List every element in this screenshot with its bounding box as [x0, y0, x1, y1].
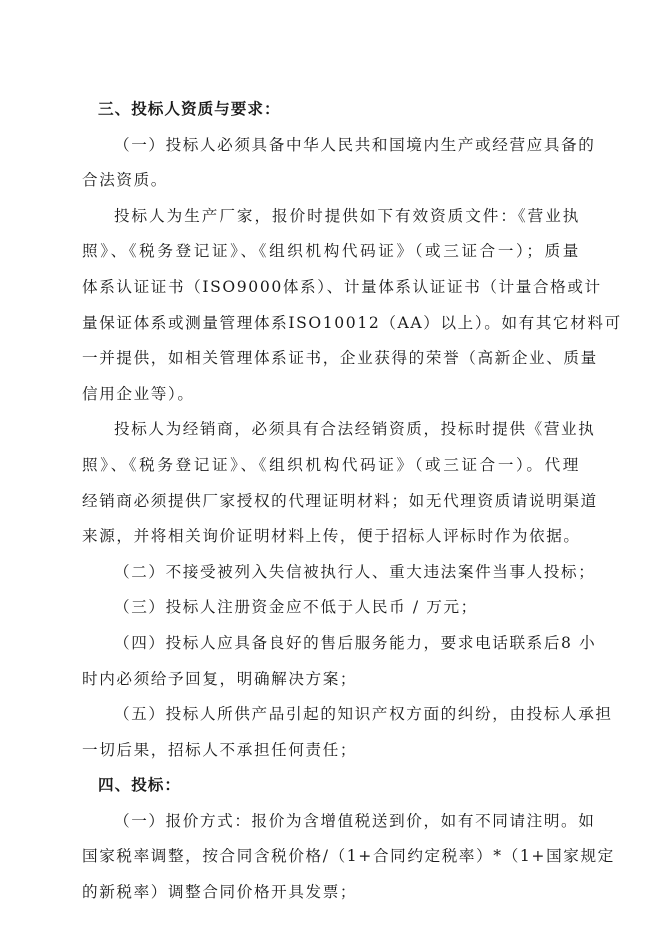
section-heading: 四、投标： [98, 776, 181, 795]
document-page [82, 92, 622, 911]
text-line: 来源，并将相关询价证明材料上传，便于招标人评标时作为依据。 [82, 527, 581, 546]
text-line: 投标人为经销商，必须具有合法经销资质，投标时提供《营业执 [114, 420, 596, 439]
text-line: 体系认证证书（ISO9000体系）、计量体系认证证书（计量合格或计 [82, 277, 602, 296]
text-line: 投标人为生产厂家，报价时提供如下有效资质文件：《营业执 [114, 206, 580, 225]
text-line: （一）报价方式：报价为含增值税送到价，如有不同请注明。如 [114, 811, 596, 830]
text-line: 国家税率调整，按合同含税价格/（1+合同约定税率）*（1+国家规定 [82, 847, 615, 866]
section-heading: 三、投标人资质与要求： [98, 100, 281, 118]
text-line: 合法资质。 [82, 171, 168, 190]
text-line: 经销商必须提供厂家授权的代理证明材料；如无代理资质请说明渠道 [82, 491, 598, 510]
text-line: 照》、《税务登记证》、《组织机构代码证》（或三证合一）。代理 [82, 455, 580, 474]
text-line: 照》、《税务登记证》、《组织机构代码证》（或三证合一）；质量 [82, 242, 580, 261]
text-line: （一）投标人必须具备中华人民共和国境内生产或经营应具备的 [114, 135, 596, 154]
text-line: 的新税率）调整合同价格开具发票； [82, 883, 358, 902]
text-line: 一切后果，招标人不承担任何责任； [82, 740, 358, 759]
text-line: 一并提供，如相关管理体系证书，企业获得的荣誉（高新企业、质量 [82, 349, 598, 368]
text-line: 时内必须给予回复，明确解决方案； [82, 669, 358, 688]
text-line: 信用企业等）。 [82, 384, 195, 403]
text-line: （五）投标人所供产品引起的知识产权方面的纠纷，由投标人承担 [114, 705, 613, 724]
text-line: （三）投标人注册资金应不低于人民币 / 万元； [114, 598, 478, 617]
text-line: 量保证体系或测量管理体系ISO10012（AA）以上）。如有其它材料可 [82, 313, 622, 332]
text-line: （四）投标人应具备良好的售后服务能力，要求电话联系后8 小 [114, 633, 597, 652]
text-line: （二）不接受被列入失信被执行人、重大违法案件当事人投标； [114, 562, 596, 581]
